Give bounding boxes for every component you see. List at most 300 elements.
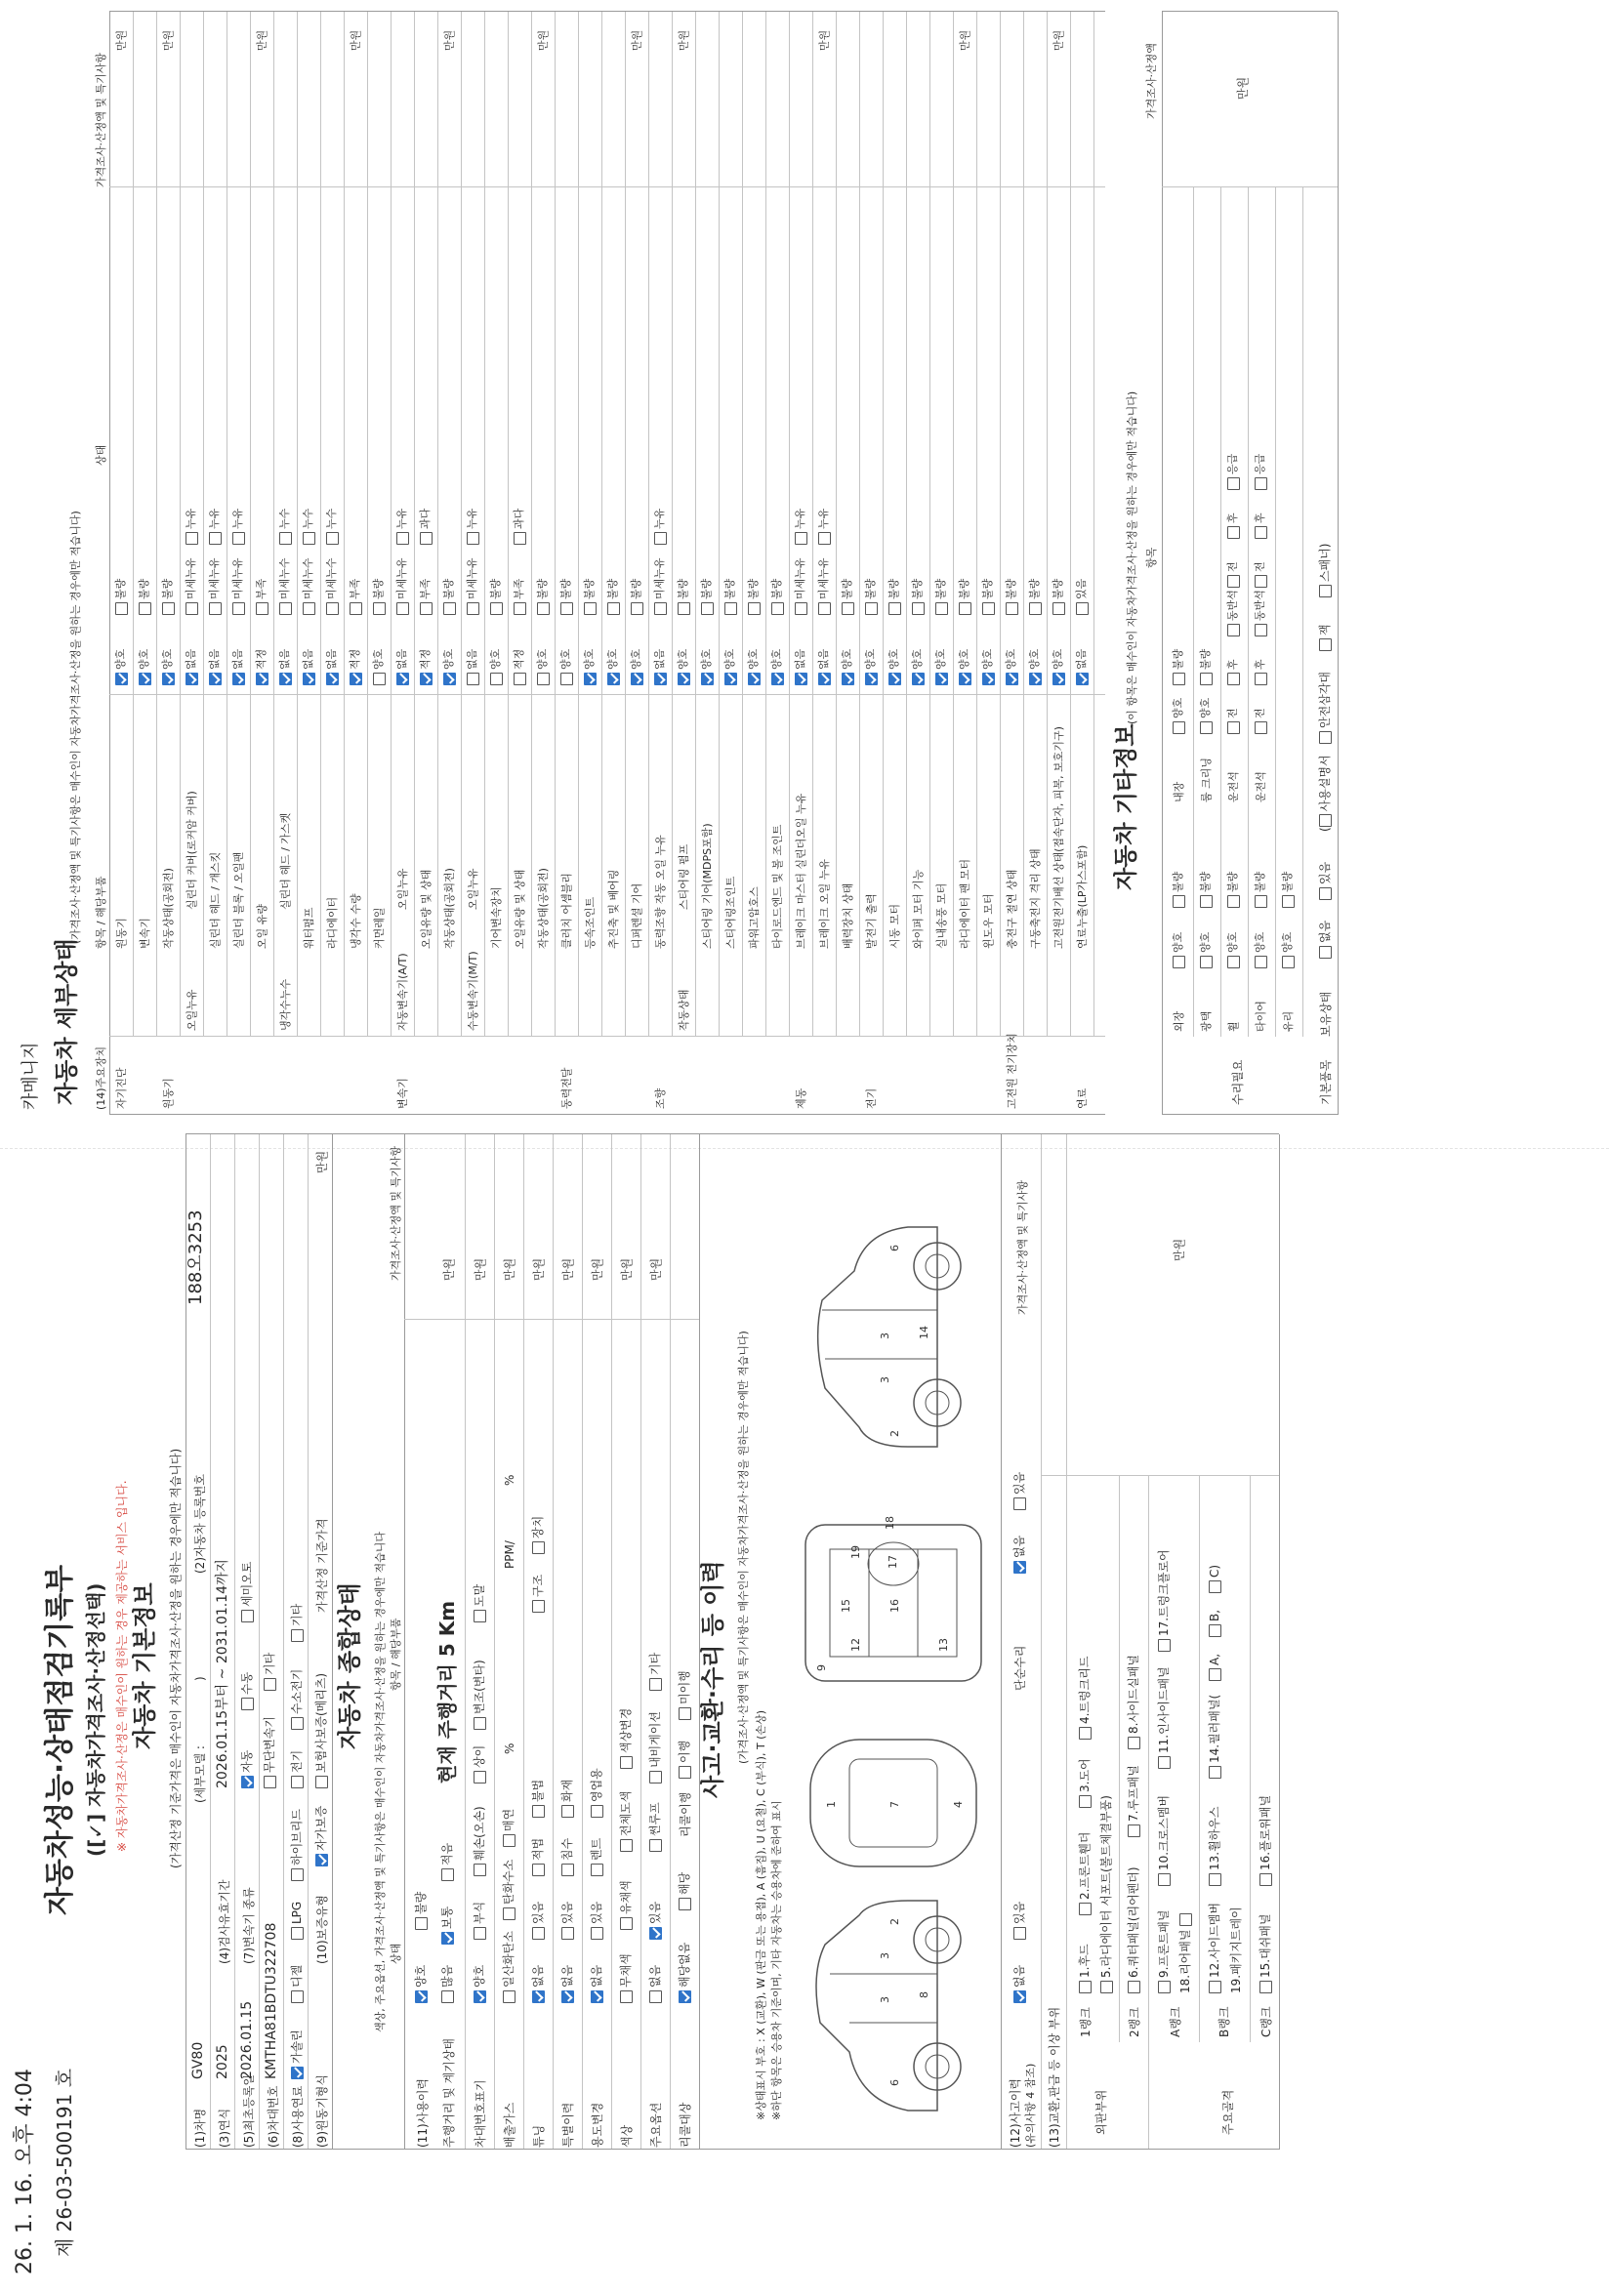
detail-item-label: 윈도우 모터 [982, 893, 995, 949]
checkbox-icon [1158, 1873, 1171, 1886]
part-trunk-floor[interactable]: 17.트렁크플로어 [1156, 1549, 1172, 1652]
checkbox-icon [1227, 673, 1240, 685]
detail-option[interactable]: 미세누유 [230, 557, 246, 615]
other-option-2[interactable]: 전 [1225, 708, 1241, 734]
detail-option[interactable]: 불량 [629, 579, 644, 615]
checkbox-icon [620, 1756, 633, 1769]
svg-text:3: 3 [879, 1996, 891, 2003]
detail-option[interactable]: 양호 [441, 649, 457, 685]
use-rent[interactable]: 렌트 [589, 1838, 604, 1876]
special-flood[interactable]: 침수 [559, 1838, 575, 1876]
options-none[interactable]: 없음 [647, 1965, 663, 2003]
detail-option[interactable]: 누수 [324, 509, 340, 545]
emission-unit: 만원 [503, 1257, 516, 1281]
checkbox-icon [420, 532, 433, 545]
detail-option[interactable]: 누유 [394, 509, 410, 545]
part-side-sill[interactable]: 8.사이드실패널 [1126, 1655, 1141, 1749]
svg-text:15: 15 [840, 1599, 852, 1613]
checkbox-icon [291, 1868, 304, 1881]
other-option[interactable]: 불량 [1198, 872, 1214, 908]
detail-option[interactable]: 미세누수 [277, 557, 293, 615]
part-roof-panel[interactable]: 7.루프패널 [1126, 1765, 1141, 1837]
warranty-self[interactable]: 자가보증 [313, 1806, 329, 1866]
checkbox-icon [1255, 526, 1267, 539]
detail-option[interactable]: 과다 [418, 509, 433, 545]
detail-item-label: 발전기 출력 [865, 893, 878, 949]
part-package-tray[interactable]: 19.패키지트레이 [1229, 1906, 1243, 1993]
detail-option[interactable]: 불량 [137, 579, 152, 615]
detail-option[interactable]: 양호 [840, 649, 855, 685]
detail-option[interactable]: 부족 [512, 579, 527, 615]
detail-item-label: 커먼레일 [373, 907, 386, 949]
color-label: 색상 [620, 2124, 634, 2148]
trans-manual[interactable]: 수동 [239, 1672, 255, 1710]
checkbox-icon [373, 602, 386, 615]
detail-option[interactable]: 미세누유 [652, 557, 668, 615]
other-option[interactable]: 양호 [1198, 932, 1214, 968]
fuel-lpg[interactable]: LPG [289, 1902, 305, 1940]
detail-option[interactable]: 불량 [113, 579, 129, 615]
checkbox-icon [264, 1776, 276, 1788]
detail-option[interactable]: 불량 [441, 579, 457, 615]
color-change[interactable]: 색상변경 [618, 1708, 634, 1769]
detail-option[interactable]: 양호 [699, 649, 715, 685]
detail-item-label: 동력조향 작동 오일 누유 [654, 835, 667, 949]
detail-option[interactable]: 양호 [863, 649, 879, 685]
checkbox-icon [620, 1917, 633, 1930]
repair-none[interactable]: 없음 [1011, 1536, 1027, 1574]
detail-item-label: 디퍼렌셜 기어 [631, 882, 643, 949]
checkbox-icon [1255, 673, 1267, 685]
other-item-label: 광택 [1200, 1010, 1213, 1032]
detail-option[interactable]: 양호 [676, 649, 691, 685]
hold-jack[interactable]: 잭 [1317, 624, 1333, 651]
summary-state-col: 상태 [390, 1943, 402, 1964]
other-option[interactable]: 양호 [1225, 932, 1241, 968]
car-side-right-diagram [791, 1212, 996, 1466]
checkbox-icon [795, 673, 807, 685]
checkbox-icon [1079, 1903, 1092, 1915]
detail-option[interactable]: 양호 [933, 649, 949, 685]
detail-option[interactable]: 불량 [1051, 579, 1066, 615]
options-unit: 만원 [649, 1257, 663, 1281]
detail-item-label: 파워고압호스 [748, 886, 761, 949]
checkbox-icon [503, 1834, 516, 1847]
part-dash-panel[interactable]: 15.대쉬패널 [1258, 1914, 1273, 1993]
detail-option[interactable]: 불량 [746, 579, 762, 615]
part-side-member[interactable]: 12.사이드멤버 [1207, 1903, 1222, 1993]
accident-symbols: ※상태표시 부호 : X (교환), W (판금 또는 용접), A (흠집), U (요철), C (부식), T (손상) [755, 1709, 767, 2120]
checkbox-icon [1173, 956, 1185, 968]
detail-option[interactable]: 불량 [160, 579, 176, 615]
mileage-state-label: 주행거리 및 계기상태 [442, 2038, 456, 2148]
other-option-2[interactable]: 전 [1253, 561, 1268, 588]
detail-option[interactable]: 불량 [910, 579, 926, 615]
detail-option[interactable]: 없음 [207, 649, 223, 685]
mileage-many[interactable]: 많음 [439, 1965, 455, 2003]
other-option-2[interactable]: 응급 [1225, 454, 1241, 490]
part-pillar-panel[interactable]: 14.필러패널( [1207, 1695, 1222, 1779]
detail-option[interactable]: 미세누유 [207, 557, 223, 615]
fuel-gasoline[interactable]: 가솔린 [289, 2030, 305, 2079]
recall-notdone[interactable]: 미이행 [677, 1670, 692, 1720]
plate-paint[interactable]: 도말 [472, 1584, 487, 1622]
other-option-2[interactable]: 불량 [1171, 649, 1186, 685]
special-none[interactable]: 없음 [559, 1965, 575, 2003]
mileage-bad[interactable]: 불량 [413, 1892, 429, 1930]
detail-model-label: (세부모델 : [193, 1745, 207, 1803]
detail-option[interactable]: 없음 [816, 649, 832, 685]
other-option-2[interactable]: 동반석 [1253, 590, 1268, 636]
detail-item-label: 클러치 어셈블리 [560, 873, 573, 949]
detail-group-label: 고전원 전기장치 [1006, 1033, 1018, 1109]
detail-option[interactable]: 없음 [465, 649, 480, 685]
checkbox-icon [241, 1776, 254, 1788]
detail-option[interactable]: 미세누유 [184, 557, 199, 615]
other-option-2[interactable]: 전 [1253, 708, 1268, 734]
part-cross-member[interactable]: 10.크로스멤버 [1156, 1795, 1172, 1886]
part-floor-panel[interactable]: 16.플로워패널 [1258, 1795, 1273, 1886]
detail-option[interactable]: 양호 [137, 649, 152, 685]
detail-option[interactable]: 양호 [980, 649, 996, 685]
detail-option[interactable]: 양호 [746, 649, 762, 685]
detail-option[interactable]: 불량 [558, 579, 574, 615]
checkbox-icon [490, 602, 503, 615]
tuning-none[interactable]: 없음 [530, 1965, 546, 2003]
detail-option[interactable]: 양호 [535, 649, 551, 685]
detail-option[interactable]: 적정 [254, 649, 269, 685]
checkbox-icon [291, 1717, 304, 1730]
checkbox-icon [291, 1776, 304, 1788]
detail-option[interactable]: 없음 [184, 649, 199, 685]
detail-option[interactable]: 부족 [254, 579, 269, 615]
mileage-few[interactable]: 적음 [439, 1843, 455, 1881]
use-none[interactable]: 없음 [589, 1965, 604, 2003]
checkbox-icon [1255, 624, 1267, 636]
plate-corrosion[interactable]: 부식 [472, 1902, 487, 1940]
options-sunroof[interactable]: 썬루프 [647, 1802, 663, 1852]
tuning-device[interactable]: 장치 [530, 1516, 546, 1554]
detail-option[interactable]: 불량 [840, 579, 855, 615]
detail-option[interactable]: 누수 [301, 509, 316, 545]
detail-option[interactable]: 양호 [488, 649, 504, 685]
detail-option[interactable]: 적정 [512, 649, 527, 685]
detail-option[interactable]: 양호 [371, 649, 387, 685]
detail-option[interactable]: 양호 [160, 649, 176, 685]
checkbox-icon [912, 602, 925, 615]
other-option-2[interactable]: 양호 [1198, 698, 1214, 734]
emission-smoke[interactable]: 매연 [501, 1809, 516, 1847]
part-trunk-lid[interactable]: 4.트렁크리드 [1077, 1657, 1093, 1740]
options-yes[interactable]: 있음 [647, 1902, 663, 1940]
detail-option[interactable]: 누유 [652, 509, 668, 545]
checkbox-icon [818, 532, 831, 545]
svg-text:2: 2 [888, 1430, 901, 1437]
checkbox-icon [654, 602, 667, 615]
detail-option[interactable]: 양호 [629, 649, 644, 685]
detail-option[interactable]: 부족 [348, 579, 363, 615]
recall-applicable[interactable]: 해당 [677, 1872, 692, 1910]
color-chromatic[interactable]: 유채색 [618, 1880, 634, 1930]
fuel-etc[interactable]: 기타 [289, 1604, 305, 1642]
fuel-diesel[interactable]: 디젤 [289, 1965, 305, 2003]
tuning-struct[interactable]: 구조 [530, 1575, 546, 1613]
detail-option[interactable]: 부족 [418, 579, 433, 615]
detail-option[interactable]: 불량 [535, 579, 551, 615]
detail-option[interactable]: 불량 [863, 579, 879, 615]
pillar-b[interactable]: B, [1207, 1610, 1222, 1637]
emission-hc[interactable]: 탄화수소 [501, 1860, 516, 1920]
hold-manual[interactable]: (사용설명서 [1318, 755, 1332, 832]
detail-option[interactable]: 불량 [605, 579, 621, 615]
detail-item-label: 라디에이터 팬 모터 [959, 858, 971, 949]
part-hood[interactable]: 1.후드 [1077, 1944, 1093, 1993]
color-full-paint[interactable]: 전체도색 [618, 1791, 634, 1852]
detail-option[interactable]: 적정 [418, 649, 433, 685]
checkbox-icon [315, 1854, 328, 1866]
accident-none[interactable]: 없음 [1011, 1965, 1027, 2003]
detail-option[interactable]: 불량 [957, 579, 972, 615]
detail-option[interactable]: 누유 [465, 509, 480, 545]
detail-option[interactable]: 미세누유 [465, 557, 480, 615]
tuning-yes[interactable]: 있음 [530, 1902, 546, 1940]
detail-option[interactable]: 양호 [910, 649, 926, 685]
hold-none[interactable]: 없음 [1317, 921, 1333, 959]
detail-option[interactable]: 없음 [277, 649, 293, 685]
pillar-a[interactable]: A, [1207, 1654, 1222, 1681]
detail-option[interactable]: 불량 [488, 579, 504, 615]
detail-option[interactable]: 양호 [113, 649, 129, 685]
checkbox-icon [232, 673, 245, 685]
detail-option[interactable]: 미세누수 [324, 557, 340, 615]
mileage-current: 현재 주행거리 5 Km [435, 1600, 459, 1784]
detail-option[interactable]: 없음 [1074, 649, 1090, 685]
use-yes[interactable]: 있음 [589, 1902, 604, 1940]
checkbox-icon [373, 673, 386, 685]
detail-option[interactable]: 불량 [676, 579, 691, 615]
checkbox-icon [649, 1990, 662, 2003]
hold-yes[interactable]: 있음 [1317, 862, 1333, 900]
detail-item-label: 연료누출(LP가스포함) [1076, 844, 1089, 949]
detail-item-label: 브레이크 오일 누유 [818, 858, 831, 949]
detail-option[interactable]: 적정 [348, 649, 363, 685]
detail-option[interactable]: 누유 [816, 509, 832, 545]
trans-cvt[interactable]: 무단변속기 [262, 1716, 277, 1788]
detail-item-label: 와이퍼 모터 기능 [912, 869, 925, 949]
mileage-normal[interactable]: 보통 [439, 1906, 455, 1945]
svg-text:7: 7 [888, 1801, 901, 1808]
detail-option[interactable]: 누수 [277, 509, 293, 545]
recall-na[interactable]: 해당없음 [677, 1943, 692, 2003]
checkbox-icon [1200, 673, 1213, 685]
detail-option[interactable]: 없음 [324, 649, 340, 685]
other-option[interactable]: 불량 [1253, 872, 1268, 908]
detail-item-label: 실린더 헤드 / 개스킷 [209, 851, 222, 949]
plate-diff[interactable]: 상이 [472, 1745, 487, 1784]
detail-option[interactable]: 없음 [301, 649, 316, 685]
other-option-2[interactable]: 동반석 [1225, 590, 1241, 636]
plate-altered[interactable]: 변조(변타) [472, 1660, 487, 1730]
fuel-hybrid[interactable]: 하이브리드 [289, 1809, 305, 1881]
other-option-2[interactable]: 양호 [1171, 698, 1186, 734]
checkbox-icon [537, 602, 550, 615]
accident-yes[interactable]: 있음 [1011, 1902, 1027, 1940]
detail-option[interactable]: 불량 [769, 579, 785, 615]
tuning-legal[interactable]: 적법 [530, 1838, 546, 1876]
detail-option[interactable]: 불량 [371, 579, 387, 615]
detail-option[interactable]: 불량 [980, 579, 996, 615]
trans-etc[interactable]: 기타 [262, 1653, 277, 1691]
repair-yes[interactable]: 있음 [1011, 1472, 1027, 1510]
checkbox-icon [303, 602, 315, 615]
other-option-2[interactable]: 후 [1225, 659, 1241, 685]
plate-good[interactable]: 양호 [472, 1965, 487, 2003]
detail-unit: 만원 [678, 29, 690, 51]
detail-option[interactable]: 불량 [722, 579, 738, 615]
other-option-2[interactable]: 후 [1253, 659, 1268, 685]
svg-text:18: 18 [884, 1516, 896, 1530]
other-option-2[interactable]: 후 [1253, 512, 1268, 539]
detail-option[interactable]: 불량 [887, 579, 902, 615]
detail-option[interactable]: 없음 [652, 649, 668, 685]
detail-option[interactable]: 불량 [582, 579, 598, 615]
part-front-panel[interactable]: 9.프론트패널 [1156, 1910, 1172, 1993]
detail-option[interactable]: 미세누유 [394, 557, 410, 615]
other-option[interactable]: 불량 [1280, 872, 1296, 908]
detail-option[interactable]: 양호 [722, 649, 738, 685]
doc-subtitle: ([✓] 자동차가격조사·산정선택) [84, 1582, 107, 1857]
checkbox-icon [654, 673, 667, 685]
special-yes[interactable]: 있음 [559, 1902, 575, 1940]
detail-option[interactable]: 불량 [1004, 579, 1019, 615]
detail-option[interactable]: 누유 [230, 509, 246, 545]
detail-option[interactable]: 누유 [207, 509, 223, 545]
plate-damage[interactable]: 훼손(오손) [472, 1806, 487, 1876]
part-quarter-panel[interactable]: 6.쿼터패널(리어펜더) [1126, 1866, 1141, 1993]
tuning-illegal[interactable]: 불법 [530, 1780, 546, 1818]
part-rear-panel[interactable]: 18.리어패널 [1177, 1910, 1193, 1993]
checkbox-icon [467, 532, 479, 545]
part-door[interactable]: 3.도어 [1077, 1758, 1093, 1808]
checkbox-icon [701, 673, 714, 685]
checkbox-icon [503, 1990, 516, 2003]
options-etc[interactable]: 기타 [647, 1653, 663, 1691]
detail-option[interactable]: 있음 [1074, 579, 1090, 615]
part-front-fender[interactable]: 2.프론트휀더 [1077, 1832, 1093, 1915]
color-achromatic[interactable]: 무채색 [618, 1953, 634, 2003]
checkbox-icon [748, 673, 761, 685]
detail-option[interactable]: 미세누유 [793, 557, 808, 615]
detail-option[interactable]: 누유 [184, 509, 199, 545]
detail-item-label: 구동축전지 격리 상태 [1029, 848, 1042, 949]
emission-co[interactable]: 일산화탄소 [501, 1931, 516, 2003]
hold-triangle[interactable]: 안전삼각대 [1317, 672, 1333, 744]
detail-option[interactable]: 누유 [793, 509, 808, 545]
other-option-2[interactable]: 불량 [1198, 649, 1214, 685]
options-navigation[interactable]: 내비게이션 [647, 1711, 663, 1784]
checkbox-icon [561, 1864, 574, 1876]
detail-option[interactable]: 없음 [230, 649, 246, 685]
fuel-electric[interactable]: 전기 [289, 1750, 305, 1788]
checkbox-icon [1052, 602, 1065, 615]
basic-info-title: 자동차 기본정보 [131, 1582, 158, 1749]
detail-option[interactable]: 없음 [793, 649, 808, 685]
fuel-hydrogen[interactable]: 수소전기 [289, 1669, 305, 1730]
checkbox-icon [139, 602, 151, 615]
doc-number: 제 26-03-500191 호 [53, 2068, 76, 2257]
detail-group-label: 변속기 [396, 1078, 409, 1109]
trans-auto[interactable]: 자동 [239, 1750, 255, 1788]
checkbox-icon [959, 673, 971, 685]
detail-option[interactable]: 양호 [769, 649, 785, 685]
other-option-2[interactable]: 전 [1225, 561, 1241, 588]
checkbox-icon [241, 1698, 254, 1710]
hold-spanner[interactable]: 스패너) [1317, 544, 1333, 597]
detail-option[interactable]: 과다 [512, 509, 527, 545]
svg-text:19: 19 [849, 1545, 862, 1559]
checkbox-icon [256, 602, 268, 615]
part-inside-panel[interactable]: 11.인사이드패널 [1156, 1666, 1172, 1769]
detail-unit: 만원 [443, 29, 456, 51]
detail-option[interactable]: 미세누수 [301, 557, 316, 615]
detail-unit: 만원 [256, 29, 268, 51]
other-option[interactable]: 양호 [1280, 932, 1296, 968]
special-fire[interactable]: 화재 [559, 1780, 575, 1818]
detail-option[interactable]: 양호 [582, 649, 598, 685]
pillar-c[interactable]: C) [1207, 1565, 1222, 1593]
detail-option[interactable]: 양호 [1051, 649, 1066, 685]
part-radiator-support[interactable]: 5.라디에이터 서포트(볼트체결부품) [1098, 1795, 1114, 1993]
checkbox-icon [279, 673, 292, 685]
detail-option[interactable]: 불량 [933, 579, 949, 615]
detail-option[interactable]: 양호 [1004, 649, 1019, 685]
detail-option[interactable]: 불량 [699, 579, 715, 615]
warranty-insurance[interactable]: 보험사보증(메리츠) [313, 1673, 329, 1788]
recall-done[interactable]: 이행 [677, 1741, 692, 1779]
car-top-diagram [791, 1710, 996, 1896]
checkbox-icon [1076, 673, 1089, 685]
detail-option[interactable]: 양호 [957, 649, 972, 685]
detail-option[interactable]: 없음 [394, 649, 410, 685]
detail-option[interactable]: 미세누유 [816, 557, 832, 615]
detail-option[interactable]: 양호 [887, 649, 902, 685]
svg-text:3: 3 [879, 1952, 891, 1959]
svg-text:1: 1 [825, 1801, 838, 1808]
detail-item-label: 오일유량 및 상태 [420, 869, 433, 949]
other-option[interactable]: 불량 [1171, 872, 1186, 908]
detail-option[interactable]: 양호 [1027, 649, 1043, 685]
checkbox-icon [795, 602, 807, 615]
part-wheel-house[interactable]: 13.휠하우스 [1207, 1807, 1222, 1886]
detail-option[interactable]: 양호 [558, 649, 574, 685]
detail-option[interactable]: 양호 [605, 649, 621, 685]
checkbox-icon [532, 1927, 545, 1940]
other-option[interactable]: 양호 [1253, 932, 1268, 968]
checkbox-icon [209, 602, 222, 615]
mileage-good[interactable]: 양호 [413, 1965, 429, 2003]
detail-sub-label: 작동상태 [678, 989, 690, 1031]
trans-semi[interactable]: 세미오토 [239, 1562, 255, 1622]
other-option-2[interactable]: 응급 [1253, 454, 1268, 490]
other-option[interactable]: 양호 [1171, 932, 1186, 968]
detail-option[interactable]: 불량 [1027, 579, 1043, 615]
use-business[interactable]: 영업용 [589, 1768, 604, 1818]
other-option-2[interactable]: 후 [1225, 512, 1241, 539]
detail-item-label: 워터펌프 [303, 907, 315, 949]
other-item-label-2: 운전석 [1255, 771, 1267, 802]
detail-item-label: 냉각수 수량 [350, 893, 362, 949]
other-option[interactable]: 불량 [1225, 872, 1241, 908]
